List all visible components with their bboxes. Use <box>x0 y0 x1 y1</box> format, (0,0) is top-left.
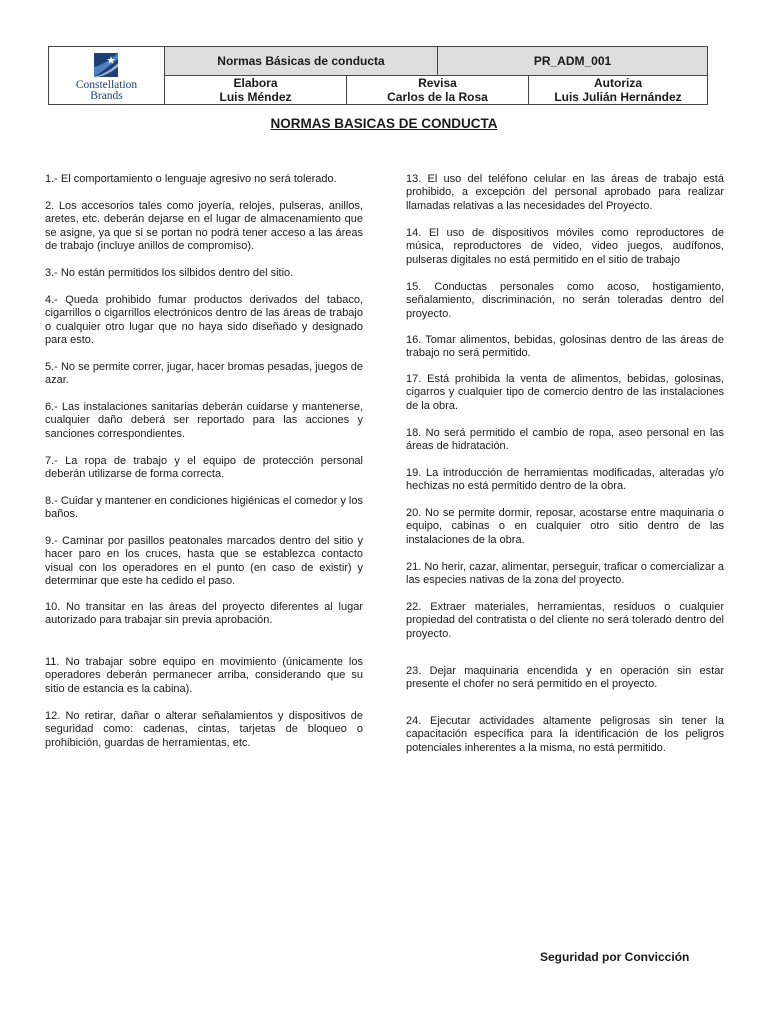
header-title: Normas Básicas de conducta <box>165 47 438 75</box>
elabora-name: Luis Méndez <box>219 90 292 104</box>
rule-item: 6.- Las instalaciones sanitarias deberán cuidarse y mantenerse, cualquier daño deberá ser reportado para las acciones y sanciones correspondientes. <box>45 401 363 440</box>
document-header <box>48 46 708 105</box>
logo-line-2: Brands <box>90 90 123 102</box>
header-title-row <box>165 47 707 76</box>
rule-item: 2. Los accesorios tales como joyería, relojes, pulseras, anillos, aretes, etc. deberán dejarse en el lugar de almacenamiento que se asigne, ya que si se portan no podrá tener acceso a las áreas de trabajo (incluye anillos de compromiso). <box>45 200 363 253</box>
revisa-cell <box>347 76 529 104</box>
rule-item: 9.- Caminar por pasillos peatonales marcados dentro del sitio y hacer paro en los cruces, hasta que se establezca contacto visual con los operadores en el punto (en caso de existir) y determinar que este ha cedido el paso. <box>45 535 363 588</box>
rule-item: 17. Está prohibida la venta de alimentos, bebidas, golosinas, cigarros y cualquier tipo de comercio dentro de las instalaciones de la obra. <box>406 373 724 412</box>
document-title-text: NORMAS BASICAS DE CONDUCTA <box>270 116 498 131</box>
rule-item: 7.- La ropa de trabajo y el equipo de protección personal deberán utilizarse de forma correcta. <box>45 455 363 481</box>
logo-line-1: Constellation <box>75 79 138 91</box>
logo-wordmark <box>49 80 164 102</box>
rule-item: 8.- Cuidar y mantener en condiciones higiénicas el comedor y los baños. <box>45 495 363 521</box>
company-logo <box>49 47 165 104</box>
document-code: PR_ADM_001 <box>533 54 612 68</box>
header-signatures-row <box>165 76 707 104</box>
rule-item: 4.- Queda prohibido fumar productos derivados del tabaco, cigarrillos o cigarrillos electrónicos dentro de las áreas de trabajo o cualquier otro lugar que no haya sido diseñado y designado para esto. <box>45 294 363 347</box>
rule-item: 16. Tomar alimentos, bebidas, golosinas dentro de las áreas de trabajo no será permitido. <box>406 334 724 360</box>
rule-item: 22. Extraer materiales, herramientas, residuos o cualquier propiedad del contratista o del cliente no será tolerado dentro del proyecto. <box>406 601 724 640</box>
rule-item: 18. No será permitido el cambio de ropa, aseo personal en las áreas de hidratación. <box>406 427 724 453</box>
rule-item: 21. No herir, cazar, alimentar, perseguir, traficar o comercializar a las especies nativas de la zona del proyecto. <box>406 561 724 587</box>
revisa-label: Revisa <box>418 76 457 90</box>
rule-item: 14. El uso de dispositivos móviles como reproductores de música, reproductores de video, video juegos, audífonos, pulseras digitales no está permitido en el sitio de trabajo <box>406 227 724 266</box>
document-title <box>0 116 768 131</box>
rule-item: 3.- No están permitidos los silbidos dentro del sitio. <box>45 267 294 279</box>
revisa-name: Carlos de la Rosa <box>387 90 488 104</box>
rule-item: 24. Ejecutar actividades altamente peligrosas sin tener la capacitación específica para la identificación de los peligros potenciales inherentes a la misma, no está permitido. <box>406 715 724 754</box>
rule-item: 23. Dejar maquinaria encendida y en operación sin estar presente el chofer no será permitido en el proyecto. <box>406 665 724 691</box>
rule-item: 10. No transitar en las áreas del proyecto diferentes al lugar autorizado para trabajar sin previa aprobación. <box>45 601 363 627</box>
elabora-label: Elabora <box>233 76 278 90</box>
rule-item: 19. La introducción de herramientas modificadas, alteradas y/o hechizas no está permitido dentro de la obra. <box>406 467 724 493</box>
rule-item: 20. No se permite dormir, reposar, acostarse entre maquinaria o equipo, cabinas o en cualquier otro sitio dentro de las instalaciones de la obra. <box>406 507 724 546</box>
rule-item: 1.- El comportamiento o lenguaje agresivo no será tolerado. <box>45 173 337 185</box>
rule-item: 15. Conductas personales como acoso, hostigamiento, señalamiento, discriminación, no serán toleradas dentro del proyecto. <box>406 281 724 320</box>
rule-item: 11. No trabajar sobre equipo en movimiento (únicamente los operadores deberán permanecer arriba, considerando que su sitio de estancia es la cabina). <box>45 656 363 695</box>
header-info <box>165 47 707 104</box>
autoriza-name: Luis Julián Hernández <box>554 90 682 104</box>
autoriza-cell <box>529 76 707 104</box>
rule-item: 12. No retirar, dañar o alterar señalamientos y dispositivos de seguridad como: cadenas, cintas, tarjetas de bloqueo o prohibición, guardas de herramientas, etc. <box>45 710 363 749</box>
autoriza-label: Autoriza <box>594 76 642 90</box>
rule-item: 13. El uso del teléfono celular en las áreas de trabajo está prohibido, a excepción del personal aprobado para realizar llamadas relativas a las necesidades del Proyecto. <box>406 173 724 212</box>
rule-item: 5.- No se permite correr, jugar, hacer bromas pesadas, juegos de azar. <box>45 361 363 387</box>
footer-slogan: Seguridad por Convicción <box>540 950 690 964</box>
elabora-cell <box>165 76 347 104</box>
star-logo-icon <box>94 53 118 77</box>
